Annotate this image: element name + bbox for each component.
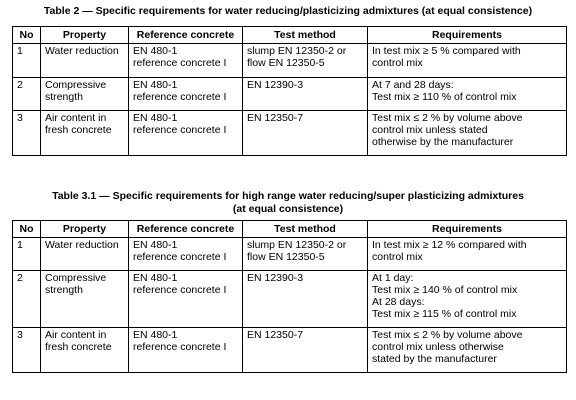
- cell-line: strength: [45, 284, 83, 296]
- cell-line: control mix unless otherwise: [372, 341, 504, 353]
- cell-line: control mix unless stated: [372, 124, 488, 136]
- table-row: [13, 78, 567, 111]
- cell-line: Compressive: [45, 79, 107, 91]
- cell-test-method: [243, 271, 368, 328]
- caption-line: Table 3.1 — Specific requirements for high range water reducing/super plasticizing admixtures: [52, 190, 524, 202]
- cell-property: [41, 44, 129, 78]
- cell-line: EN 480-1: [133, 272, 178, 284]
- header-no: No: [13, 27, 41, 44]
- table-3-1-caption: [0, 190, 576, 216]
- cell-line: slump EN 12350-2 or: [247, 239, 347, 251]
- cell-line: EN 12390-3: [247, 272, 304, 284]
- header-reference-concrete: Reference concrete: [129, 221, 243, 238]
- cell-line: At 7 and 28 days:: [372, 79, 454, 91]
- cell-no: 1: [13, 238, 41, 271]
- cell-line: Water reduction: [45, 239, 119, 251]
- cell-line: reference concrete I: [133, 91, 227, 103]
- cell-test-method: [243, 44, 368, 78]
- cell-property: [41, 111, 129, 156]
- cell-line: reference concrete I: [133, 341, 227, 353]
- header-property: Property: [41, 27, 129, 44]
- cell-property: [41, 328, 129, 373]
- cell-requirements: [368, 44, 567, 78]
- cell-property: [41, 78, 129, 111]
- cell-line: EN 12350-7: [247, 112, 304, 124]
- table-row: [13, 328, 567, 373]
- header-no: No: [13, 221, 41, 238]
- cell-no: 3: [13, 111, 41, 156]
- cell-line: stated by the manufacturer: [372, 353, 497, 365]
- cell-line: reference concrete I: [133, 57, 227, 69]
- cell-line: EN 480-1: [133, 239, 178, 251]
- cell-no: 2: [13, 271, 41, 328]
- cell-test-method: [243, 238, 368, 271]
- cell-line: control mix: [372, 251, 423, 263]
- cell-no: 1: [13, 44, 41, 78]
- cell-line: slump EN 12350-2 or: [247, 45, 347, 57]
- cell-test-method: [243, 78, 368, 111]
- table-3-1-header-row: [13, 221, 567, 238]
- cell-reference: [129, 78, 243, 111]
- cell-line: Compressive: [45, 272, 107, 284]
- cell-line: Air content in: [45, 112, 107, 124]
- header-reference-concrete: Reference concrete: [129, 27, 243, 44]
- cell-line: strength: [45, 91, 83, 103]
- table-row: [13, 238, 567, 271]
- cell-line: EN 480-1: [133, 329, 178, 341]
- cell-requirements: [368, 111, 567, 156]
- table-row: [13, 111, 567, 156]
- cell-line: Test mix ≥ 110 % of control mix: [372, 91, 517, 103]
- cell-no: 3: [13, 328, 41, 373]
- cell-line: flow EN 12350-5: [247, 57, 325, 69]
- cell-reference: [129, 44, 243, 78]
- cell-line: In test mix ≥ 12 % compared with: [372, 239, 527, 251]
- cell-line: At 1 day:: [372, 272, 414, 284]
- cell-line: EN 480-1: [133, 112, 178, 124]
- cell-requirements: [368, 78, 567, 111]
- cell-line: flow EN 12350-5: [247, 251, 325, 263]
- cell-property: [41, 238, 129, 271]
- cell-line: reference concrete I: [133, 251, 227, 263]
- cell-line: Test mix ≤ 2 % by volume above: [372, 329, 523, 341]
- cell-line: otherwise by the manufacturer: [372, 136, 514, 148]
- cell-reference: [129, 328, 243, 373]
- cell-line: control mix: [372, 57, 423, 69]
- header-test-method: Test method: [243, 221, 368, 238]
- cell-line: EN 12350-7: [247, 329, 304, 341]
- cell-test-method: [243, 111, 368, 156]
- cell-line: fresh concrete: [45, 341, 112, 353]
- cell-line: Test mix ≥ 140 % of control mix: [372, 284, 518, 296]
- table-3-1: [12, 220, 567, 373]
- cell-no: 2: [13, 78, 41, 111]
- cell-line: EN 480-1: [133, 45, 178, 57]
- cell-line: Water reduction: [45, 45, 119, 57]
- table-2: [12, 26, 567, 156]
- cell-line: At 28 days:: [372, 296, 425, 308]
- cell-line: reference concrete I: [133, 124, 227, 136]
- cell-reference: [129, 238, 243, 271]
- cell-requirements: [368, 328, 567, 373]
- cell-line: Test mix ≤ 2 % by volume above: [372, 112, 523, 124]
- cell-line: In test mix ≥ 5 % compared with: [372, 45, 521, 57]
- header-requirements: Requirements: [368, 221, 567, 238]
- cell-property: [41, 271, 129, 328]
- cell-line: EN 12390-3: [247, 79, 304, 91]
- cell-reference: [129, 111, 243, 156]
- header-test-method: Test method: [243, 27, 368, 44]
- caption-line: (at equal consistence): [232, 203, 344, 215]
- table-row: [13, 271, 567, 328]
- cell-line: Air content in: [45, 329, 107, 341]
- cell-line: reference concrete I: [133, 284, 227, 296]
- table-row: [13, 44, 567, 78]
- cell-line: EN 480-1: [133, 79, 178, 91]
- cell-line: fresh concrete: [45, 124, 112, 136]
- table-2-header-row: [13, 27, 567, 44]
- cell-reference: [129, 271, 243, 328]
- header-requirements: Requirements: [368, 27, 567, 44]
- table-2-caption: Table 2 — Specific requirements for water reducing/plasticizing admixtures (at equal consistence): [43, 5, 533, 17]
- cell-line: Test mix ≥ 115 % of control mix: [372, 308, 517, 320]
- cell-requirements: [368, 271, 567, 328]
- cell-test-method: [243, 328, 368, 373]
- header-property: Property: [41, 221, 129, 238]
- cell-requirements: [368, 238, 567, 271]
